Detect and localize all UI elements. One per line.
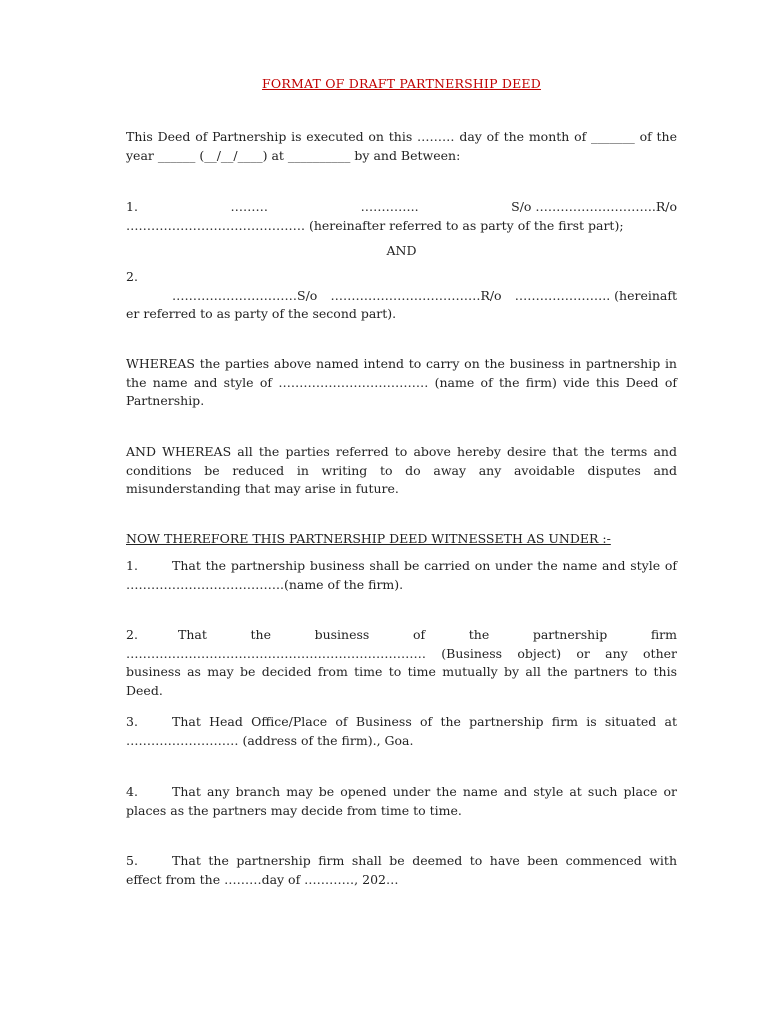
- party-1-line-2: ……………………………………. (hereinafter referred to as party of the first part);: [126, 218, 624, 233]
- party-1-number: 1.: [126, 199, 138, 214]
- party-1-so-ro: S/o ………………………..R/o: [511, 199, 677, 214]
- party-2-line-1: [172, 287, 677, 306]
- clause-1: [126, 557, 677, 594]
- clause-5: [126, 852, 677, 889]
- party-1-line-1: [126, 198, 677, 217]
- intro-paragraph: This Deed of Partnership is executed on this ……… day of the month of _______ of the year ______ (__/__/____) at __________ by and Between:: [126, 129, 677, 163]
- clause-number: 2.: [126, 627, 138, 642]
- and-whereas-paragraph: AND WHEREAS all the parties referred to above hereby desire that the terms and conditions be reduced in writing to do away any avoidable disputes and misunderstanding that may arise in future.: [126, 444, 677, 496]
- witnesseth-heading: NOW THEREFORE THIS PARTNERSHIP DEED WITNESSETH AS UNDER :-: [126, 531, 611, 546]
- clause-text: That the business of the partnership firm ……………………………………………………………… (Business object) or any other business as may be decided from time to time mutually by all the partners to this Deed.: [126, 627, 677, 698]
- party-2-number: 2.: [126, 269, 138, 284]
- party-2-ro: ………………………………R/o: [330, 288, 502, 303]
- clause-number: 4.: [126, 784, 138, 799]
- clause-text: That the partnership business shall be carried on under the name and style of ………………………………..(name of the firm).: [126, 558, 677, 592]
- whereas-paragraph: WHEREAS the parties above named intend to carry on the business in partnership in the name and style of ……………………………… (name of the firm) vide this Deed of Partnership.: [126, 356, 677, 408]
- clause-number: 3.: [126, 714, 138, 729]
- party-1-name-blank: ………: [230, 199, 269, 214]
- clause-text: That Head Office/Place of Business of the partnership firm is situated at ……………………… (address of the firm)., Goa.: [126, 714, 677, 748]
- party-1-age-blank: …………..: [360, 199, 419, 214]
- clause-2: [126, 626, 677, 700]
- clause-4: [126, 783, 677, 820]
- party-2-line-2: er referred to as party of the second part).: [126, 306, 397, 321]
- party-2-hereinafter: ………………….. (hereinaft: [514, 288, 677, 303]
- and-separator: AND: [386, 243, 417, 258]
- document-title: FORMAT OF DRAFT PARTNERSHIP DEED: [262, 76, 541, 91]
- clause-3: [126, 713, 677, 750]
- clause-text: That any branch may be opened under the name and style at such place or places as the partners may decide from time to time.: [126, 784, 677, 818]
- clause-text: That the partnership firm shall be deemed to have been commenced with effect from the ………day of …………, 202…: [126, 853, 677, 887]
- party-2-so: …………………………S/o: [172, 288, 318, 303]
- clause-number: 5.: [126, 853, 138, 868]
- clause-number: 1.: [126, 558, 138, 573]
